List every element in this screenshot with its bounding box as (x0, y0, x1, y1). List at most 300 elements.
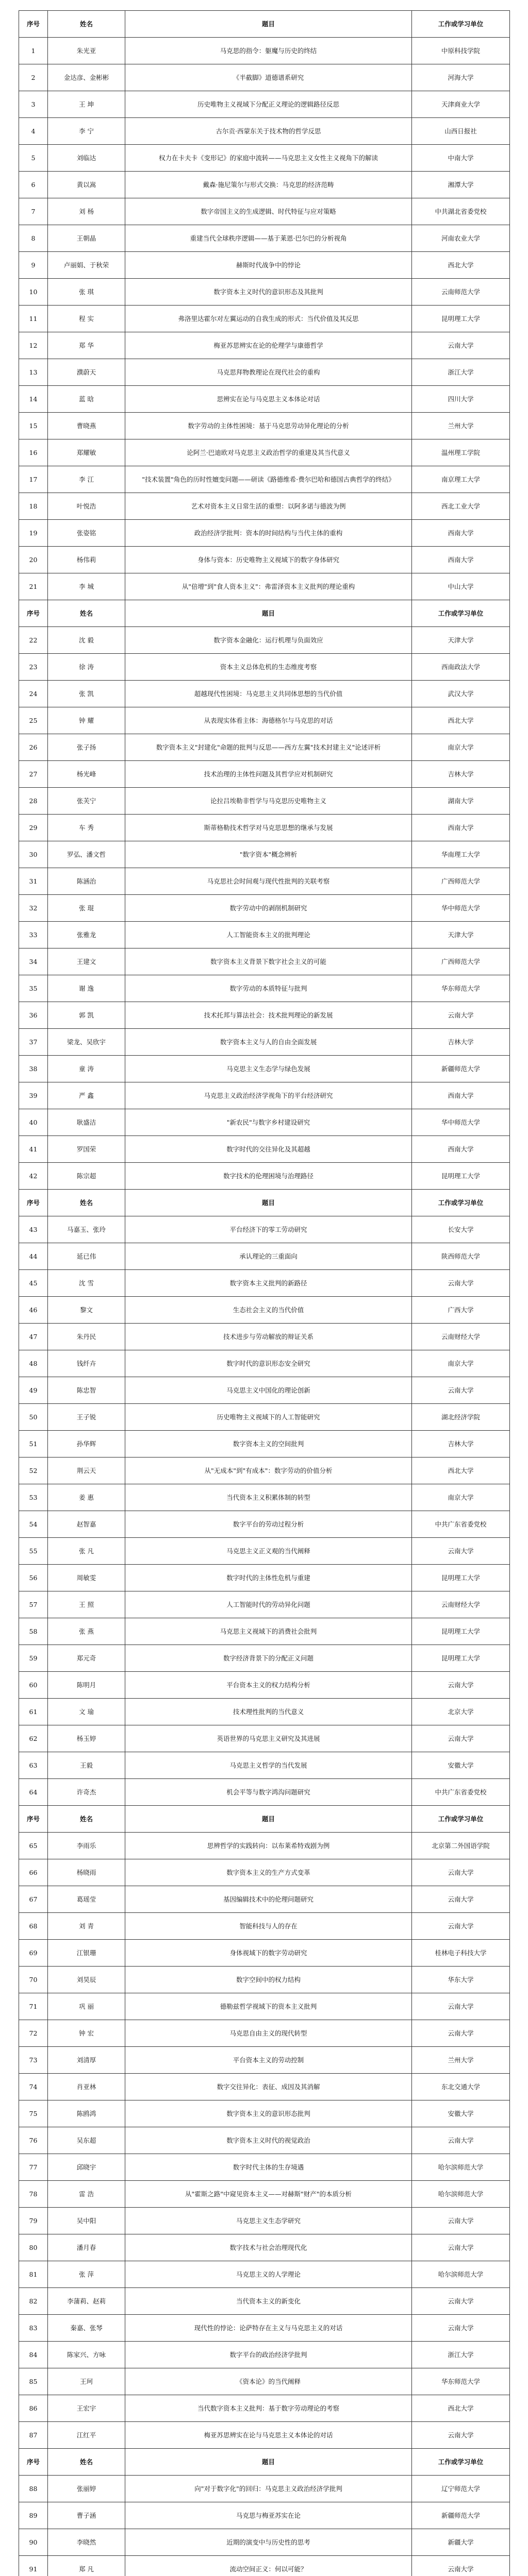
header-cell-name: 姓名 (48, 1190, 125, 1216)
cell-name: 江银珊 (48, 1940, 125, 1967)
cell-unit: 云南师范大学 (412, 279, 510, 306)
cell-unit: 中原科技学院 (412, 38, 510, 64)
cell-unit: 安徽大学 (412, 1752, 510, 1779)
cell-no: 37 (19, 1029, 48, 1056)
table-row (19, 198, 510, 225)
cell-no: 70 (19, 1967, 48, 1993)
table-row (19, 2074, 510, 2100)
cell-name: 黄以嵩 (48, 172, 125, 198)
cell-name: 李晓然 (48, 2529, 125, 2556)
cell-name: 叶悦浩 (48, 493, 125, 520)
cell-name: 许奇杰 (48, 1779, 125, 1806)
table-row (19, 1752, 510, 1779)
cell-no: 29 (19, 815, 48, 841)
cell-title: 马克思主义哲学的当代发展 (125, 1752, 412, 1779)
table-row (19, 948, 510, 975)
cell-unit: 中南大学 (412, 145, 510, 172)
cell-name: 罗国荣 (48, 1136, 125, 1163)
cell-no: 72 (19, 2020, 48, 2047)
cell-name: 车 秀 (48, 815, 125, 841)
table-row (19, 1324, 510, 1350)
cell-name: 王珂 (48, 2368, 125, 2395)
cell-no: 40 (19, 1109, 48, 1136)
cell-no: 36 (19, 1002, 48, 1029)
cell-title: 权力在卡夫卡《变形记》的家庭中流转——马克思主义女性主义视角下的解读 (125, 145, 412, 172)
cell-title: 人工智能资本主义的批判理论 (125, 922, 412, 948)
cell-title: 数字劳动的本质特征与批判 (125, 975, 412, 1002)
cell-name: 张 琪 (48, 279, 125, 306)
cell-unit: 湘潭大学 (412, 172, 510, 198)
table-row (19, 2288, 510, 2315)
cell-title: 数字资本主义的生产方式变革 (125, 1859, 412, 1886)
cell-unit: 西北工业大学 (412, 493, 510, 520)
cell-unit: 广西大学 (412, 1297, 510, 1324)
cell-title: 马克思主义视域下的消费社会批判 (125, 1618, 412, 1645)
table-row (19, 1699, 510, 1725)
cell-no: 63 (19, 1752, 48, 1779)
cell-name: 李 江 (48, 466, 125, 493)
table-row (19, 1216, 510, 1243)
cell-no: 65 (19, 1833, 48, 1859)
table-row (19, 654, 510, 681)
table-row (19, 2234, 510, 2261)
cell-title: 身体视域下的数字劳动研究 (125, 1940, 412, 1967)
cell-unit: 昆明理工大学 (412, 1565, 510, 1591)
cell-name: 王宏宇 (48, 2395, 125, 2422)
table-row (19, 279, 510, 306)
table-row (19, 2100, 510, 2127)
cell-title: 数字时代的意识形态安全研究 (125, 1350, 412, 1377)
cell-title: 承认理论的三重面向 (125, 1243, 412, 1270)
cell-unit: 南京大学 (412, 1350, 510, 1377)
cell-unit: 西南大学 (412, 547, 510, 573)
header-cell-no: 序号 (19, 1190, 48, 1216)
cell-title: 论阿兰·巴迪欧对马克思主义政治哲学的重建及其当代意义 (125, 439, 412, 466)
cell-title: 从表现实体看主体：海德格尔与马克思的对话 (125, 707, 412, 734)
table-header-row (19, 1190, 510, 1216)
cell-title: 数字时代主体的生存境遇 (125, 2154, 412, 2181)
cell-name: 王 坤 (48, 91, 125, 118)
cell-unit: 哈尔滨师范大学 (412, 2181, 510, 2208)
cell-unit: 昆明理工大学 (412, 1163, 510, 1190)
header-cell-title: 题目 (125, 2449, 412, 2476)
header-cell-unit: 工作或学习单位 (412, 600, 510, 627)
cell-name: 延已伟 (48, 1243, 125, 1270)
cell-no: 28 (19, 788, 48, 815)
cell-unit: 西北大学 (412, 2395, 510, 2422)
cell-no: 67 (19, 1886, 48, 1913)
table-row (19, 91, 510, 118)
cell-unit: 河海大学 (412, 64, 510, 91)
cell-title: 马克思社会时间观与现代性批判的关联考察 (125, 868, 412, 895)
cell-unit: 新疆师范大学 (412, 1056, 510, 1082)
cell-unit: 湖北经济学院 (412, 1404, 510, 1431)
cell-no: 6 (19, 172, 48, 198)
table-row (19, 1538, 510, 1565)
cell-unit: 吉林大学 (412, 761, 510, 788)
cell-unit: 云南大学 (412, 1270, 510, 1297)
cell-unit: 云南大学 (412, 2422, 510, 2449)
cell-title: 当代资本主义的新变化 (125, 2288, 412, 2315)
cell-title: 思辨实在论与马克思主义本体论对话 (125, 386, 412, 413)
header-cell-unit: 工作或学习单位 (412, 11, 510, 38)
cell-unit: 长安大学 (412, 1216, 510, 1243)
table-row (19, 1458, 510, 1484)
cell-title: 数字资本主义时代的意识形态及其批判 (125, 279, 412, 306)
cell-unit: 天津商业大学 (412, 91, 510, 118)
cell-unit: 中共广东省委党校 (412, 1779, 510, 1806)
table-row (19, 1029, 510, 1056)
table-row (19, 1565, 510, 1591)
cell-name: 程 实 (48, 306, 125, 332)
cell-unit: 云南大学 (412, 2556, 510, 2576)
cell-unit: 西北大学 (412, 1458, 510, 1484)
cell-unit: 武汉大学 (412, 681, 510, 707)
header-cell-name: 姓名 (48, 11, 125, 38)
cell-no: 39 (19, 1082, 48, 1109)
cell-no: 86 (19, 2395, 48, 2422)
table-row (19, 64, 510, 91)
cell-name: 张丽婷 (48, 2476, 125, 2502)
cell-title: 身体与资本：历史唯物主义视域下的数字身体研究 (125, 547, 412, 573)
cell-no: 24 (19, 681, 48, 707)
cell-no: 35 (19, 975, 48, 1002)
cell-no: 60 (19, 1672, 48, 1699)
cell-unit: 西南大学 (412, 1082, 510, 1109)
cell-name: 刘 杨 (48, 198, 125, 225)
cell-name: 刘昊辰 (48, 1967, 125, 1993)
cell-unit: 安徽大学 (412, 2100, 510, 2127)
cell-title: 重建当代全球秩序逻辑——基于莱恩·巴尔巴的分析视角 (125, 225, 412, 252)
cell-unit: 广西师范大学 (412, 948, 510, 975)
cell-unit: 浙江大学 (412, 2342, 510, 2368)
table-row (19, 1350, 510, 1377)
cell-no: 16 (19, 439, 48, 466)
cell-no: 57 (19, 1591, 48, 1618)
cell-no: 33 (19, 922, 48, 948)
cell-title: 数字资本主义的空间批判 (125, 1431, 412, 1458)
table-row (19, 2154, 510, 2181)
cell-title: 马克思主义生态学与绿色发展 (125, 1056, 412, 1082)
cell-title: 历史唯物主义视域下分配正义理论的逻辑路径反思 (125, 91, 412, 118)
cell-no: 84 (19, 2342, 48, 2368)
cell-title: 梅亚苏思辨实在论的伦理学与康德哲学 (125, 332, 412, 359)
table-row (19, 1913, 510, 1940)
header-cell-unit: 工作或学习单位 (412, 1806, 510, 1833)
cell-name: 王子锐 (48, 1404, 125, 1431)
table-row (19, 2368, 510, 2395)
cell-no: 55 (19, 1538, 48, 1565)
cell-name: 吴中阳 (48, 2208, 125, 2234)
table-row (19, 386, 510, 413)
cell-title: 梅亚苏思辨实在论与马克思主义本体论的对话 (125, 2422, 412, 2449)
cell-name: 金达彦、金彬彬 (48, 64, 125, 91)
cell-name: 黎文 (48, 1297, 125, 1324)
cell-title: 当代数字资本主义批判：基于数字劳动理论的考察 (125, 2395, 412, 2422)
cell-title: 英语世界的马克思主义研究及其进展 (125, 1725, 412, 1752)
cell-no: 51 (19, 1431, 48, 1458)
cell-no: 13 (19, 359, 48, 386)
cell-unit: 四川大学 (412, 386, 510, 413)
cell-no: 47 (19, 1324, 48, 1350)
cell-unit: 华东师范大学 (412, 975, 510, 1002)
cell-title: 赫斯时代战争中的悖论 (125, 252, 412, 279)
cell-name: 赵智嘉 (48, 1511, 125, 1538)
cell-title: 数字技术的伦理困境与治理路径 (125, 1163, 412, 1190)
cell-title: 生态社会主义的当代价值 (125, 1297, 412, 1324)
table-row (19, 225, 510, 252)
table-row (19, 2395, 510, 2422)
cell-title: "技术装置"角色的历时性嬗变问题——研读《路德维希·费尔巴哈和德国古典哲学的终结》 (125, 466, 412, 493)
cell-name: 濮蔚天 (48, 359, 125, 386)
table-row (19, 707, 510, 734)
cell-title: 超越现代性困境：马克思主义共同体思想的当代价值 (125, 681, 412, 707)
table-row (19, 1993, 510, 2020)
paper-list-body (19, 11, 510, 2576)
cell-name: 张 萍 (48, 2261, 125, 2288)
table-row (19, 2556, 510, 2576)
cell-title: 数字平台的政治经济学批判 (125, 2342, 412, 2368)
table-row (19, 975, 510, 1002)
cell-no: 18 (19, 493, 48, 520)
cell-name: 李蒲莉、赵莉 (48, 2288, 125, 2315)
table-row (19, 841, 510, 868)
cell-unit: 辽宁师范大学 (412, 2476, 510, 2502)
cell-title: 马克思与梅亚苏实在论 (125, 2502, 412, 2529)
cell-name: 严 鑫 (48, 1082, 125, 1109)
cell-name: 朱光亚 (48, 38, 125, 64)
cell-title: "新农民"与数字乡村建设研究 (125, 1109, 412, 1136)
table-row (19, 815, 510, 841)
cell-name: 刘清厚 (48, 2047, 125, 2074)
cell-no: 11 (19, 306, 48, 332)
cell-name: 钟 耀 (48, 707, 125, 734)
cell-unit: 云南大学 (412, 2208, 510, 2234)
cell-no: 88 (19, 2476, 48, 2502)
header-cell-title: 题目 (125, 1190, 412, 1216)
cell-unit: 中山大学 (412, 573, 510, 600)
table-row (19, 332, 510, 359)
table-row (19, 1940, 510, 1967)
cell-no: 14 (19, 386, 48, 413)
cell-name: 童 涛 (48, 1056, 125, 1082)
cell-title: 数字时代的主体性危机与重建 (125, 1565, 412, 1591)
cell-unit: 西南政法大学 (412, 654, 510, 681)
cell-name: 杨晓雨 (48, 1859, 125, 1886)
cell-name: 张芙宁 (48, 788, 125, 815)
cell-title: 戴森·施尼策尔与形式交换：马克思的经济范畴 (125, 172, 412, 198)
cell-title: "数字资本"概念辨析 (125, 841, 412, 868)
cell-no: 2 (19, 64, 48, 91)
cell-name: 肖亚林 (48, 2074, 125, 2100)
cell-name: 张 凯 (48, 681, 125, 707)
cell-unit: 中共湖北省委党校 (412, 198, 510, 225)
cell-name: 吴东超 (48, 2127, 125, 2154)
table-row (19, 2315, 510, 2342)
cell-title: 斯蒂格勒技术哲学对马克思思想的继承与发展 (125, 815, 412, 841)
cell-unit: 温州理工学院 (412, 439, 510, 466)
cell-name: 沈 毅 (48, 627, 125, 654)
table-row (19, 627, 510, 654)
table-row (19, 2476, 510, 2502)
cell-title: 数字时代的交往异化及其超越 (125, 1136, 412, 1163)
cell-no: 46 (19, 1297, 48, 1324)
cell-title: 数字劳动中的剥削机制研究 (125, 895, 412, 922)
cell-no: 90 (19, 2529, 48, 2556)
cell-unit: 云南大学 (412, 2288, 510, 2315)
cell-name: 杨玉婷 (48, 1725, 125, 1752)
table-row (19, 1618, 510, 1645)
header-cell-no: 序号 (19, 1806, 48, 1833)
cell-title: 近期的演变中与历史性的思考 (125, 2529, 412, 2556)
cell-name: 钱纤卉 (48, 1350, 125, 1377)
table-row (19, 2127, 510, 2154)
cell-name: 郭 凯 (48, 1002, 125, 1029)
cell-no: 4 (19, 118, 48, 145)
cell-no: 43 (19, 1216, 48, 1243)
cell-unit: 河南农业大学 (412, 225, 510, 252)
header-cell-title: 题目 (125, 11, 412, 38)
cell-name: 沈 雪 (48, 1270, 125, 1297)
table-row (19, 172, 510, 198)
cell-no: 12 (19, 332, 48, 359)
cell-no: 82 (19, 2288, 48, 2315)
cell-unit: 昆明理工大学 (412, 1618, 510, 1645)
cell-no: 76 (19, 2127, 48, 2154)
cell-name: 陈家兴、方咏 (48, 2342, 125, 2368)
cell-no: 71 (19, 1993, 48, 2020)
table-row (19, 1833, 510, 1859)
cell-name: 张雅龙 (48, 922, 125, 948)
cell-unit: 昆明理工大学 (412, 306, 510, 332)
cell-name: 张 凡 (48, 1538, 125, 1565)
cell-title: 马克思的指令：躯魔与历史的终结 (125, 38, 412, 64)
cell-unit: 云南大学 (412, 1993, 510, 2020)
table-row (19, 1377, 510, 1404)
cell-unit: 云南大学 (412, 2315, 510, 2342)
cell-name: 刘 青 (48, 1913, 125, 1940)
cell-title: 数字空间中的权力结构 (125, 1967, 412, 1993)
cell-name: 王毅 (48, 1752, 125, 1779)
cell-no: 22 (19, 627, 48, 654)
cell-title: 流动空间正义：何以可能？ (125, 2556, 412, 2576)
cell-no: 77 (19, 2154, 48, 2181)
cell-no: 54 (19, 1511, 48, 1538)
cell-title: 资本主义总体危机的生态维度考察 (125, 654, 412, 681)
cell-unit: 华南理工大学 (412, 841, 510, 868)
table-row (19, 1672, 510, 1699)
cell-unit: 吉林大学 (412, 1431, 510, 1458)
cell-unit: 西北大学 (412, 707, 510, 734)
cell-unit: 西北大学 (412, 252, 510, 279)
cell-unit: 云南大学 (412, 1886, 510, 1913)
cell-no: 3 (19, 91, 48, 118)
header-cell-no: 序号 (19, 600, 48, 627)
cell-name: 马嘉玉、张玲 (48, 1216, 125, 1243)
cell-name: 周敏雯 (48, 1565, 125, 1591)
cell-name: 郑元奇 (48, 1645, 125, 1672)
table-row (19, 1109, 510, 1136)
cell-no: 25 (19, 707, 48, 734)
cell-no: 21 (19, 573, 48, 600)
table-row (19, 1645, 510, 1672)
cell-title: 数字帝国主义的生成逻辑、时代特征与应对策略 (125, 198, 412, 225)
cell-no: 31 (19, 868, 48, 895)
cell-title: 平台经济下的零工劳动研究 (125, 1216, 412, 1243)
cell-name: 陈忠智 (48, 1377, 125, 1404)
cell-unit: 云南大学 (412, 1672, 510, 1699)
table-row (19, 2502, 510, 2529)
cell-title: 弗洛里达霍尔对左翼运动的自我生成的形式：当代价值及其反思 (125, 306, 412, 332)
cell-unit: 天津大学 (412, 627, 510, 654)
table-header-row (19, 11, 510, 38)
cell-unit: 昆明理工大学 (412, 1645, 510, 1672)
table-row (19, 922, 510, 948)
cell-title: 从"无成本"到"有成本"：数字劳动的价值分析 (125, 1458, 412, 1484)
cell-title: 《资本论》的当代阐释 (125, 2368, 412, 2395)
cell-name: 王建文 (48, 948, 125, 975)
cell-unit: 天津大学 (412, 922, 510, 948)
cell-no: 85 (19, 2368, 48, 2395)
table-row (19, 573, 510, 600)
cell-no: 58 (19, 1618, 48, 1645)
cell-no: 17 (19, 466, 48, 493)
cell-no: 49 (19, 1377, 48, 1404)
cell-name: 雷 浩 (48, 2181, 125, 2208)
cell-no: 15 (19, 413, 48, 439)
cell-name: 陈明月 (48, 1672, 125, 1699)
header-cell-unit: 工作或学习单位 (412, 2449, 510, 2476)
cell-no: 59 (19, 1645, 48, 1672)
cell-name: 张子扬 (48, 734, 125, 761)
cell-no: 30 (19, 841, 48, 868)
cell-title: 从"霍斯之路"中窥见资本主义——对赫斯"财产"的本质分析 (125, 2181, 412, 2208)
cell-no: 27 (19, 761, 48, 788)
cell-unit: 新疆师范大学 (412, 2502, 510, 2529)
cell-no: 41 (19, 1136, 48, 1163)
cell-name: 蓝 晗 (48, 386, 125, 413)
cell-unit: 华东大学 (412, 1967, 510, 1993)
table-row (19, 1511, 510, 1538)
cell-no: 66 (19, 1859, 48, 1886)
cell-unit: 北京大学 (412, 1699, 510, 1725)
cell-title: 技术进步与劳动解放的辩证关系 (125, 1324, 412, 1350)
table-row (19, 118, 510, 145)
table-row (19, 1859, 510, 1886)
cell-name: 郑 凡 (48, 2556, 125, 2576)
cell-name: 李 城 (48, 573, 125, 600)
table-row (19, 1725, 510, 1752)
cell-title: 技术理性批判的当代意义 (125, 1699, 412, 1725)
cell-no: 68 (19, 1913, 48, 1940)
table-row (19, 2208, 510, 2234)
cell-no: 87 (19, 2422, 48, 2449)
table-row (19, 1270, 510, 1297)
cell-title: 数字平台的劳动过程分析 (125, 1511, 412, 1538)
cell-unit: 南京理工大学 (412, 466, 510, 493)
cell-title: 当代资本主义积累体制的转型 (125, 1484, 412, 1511)
cell-title: 数字技术与社会治理现代化 (125, 2234, 412, 2261)
table-row (19, 145, 510, 172)
cell-unit: 中共广东省委党校 (412, 1511, 510, 1538)
cell-name: 潘月春 (48, 2234, 125, 2261)
cell-title: 马克思主义政治经济学视角下的平台经济研究 (125, 1082, 412, 1109)
cell-no: 83 (19, 2315, 48, 2342)
table-row (19, 493, 510, 520)
cell-name: 杨光峰 (48, 761, 125, 788)
table-row (19, 306, 510, 332)
cell-name: 江红平 (48, 2422, 125, 2449)
